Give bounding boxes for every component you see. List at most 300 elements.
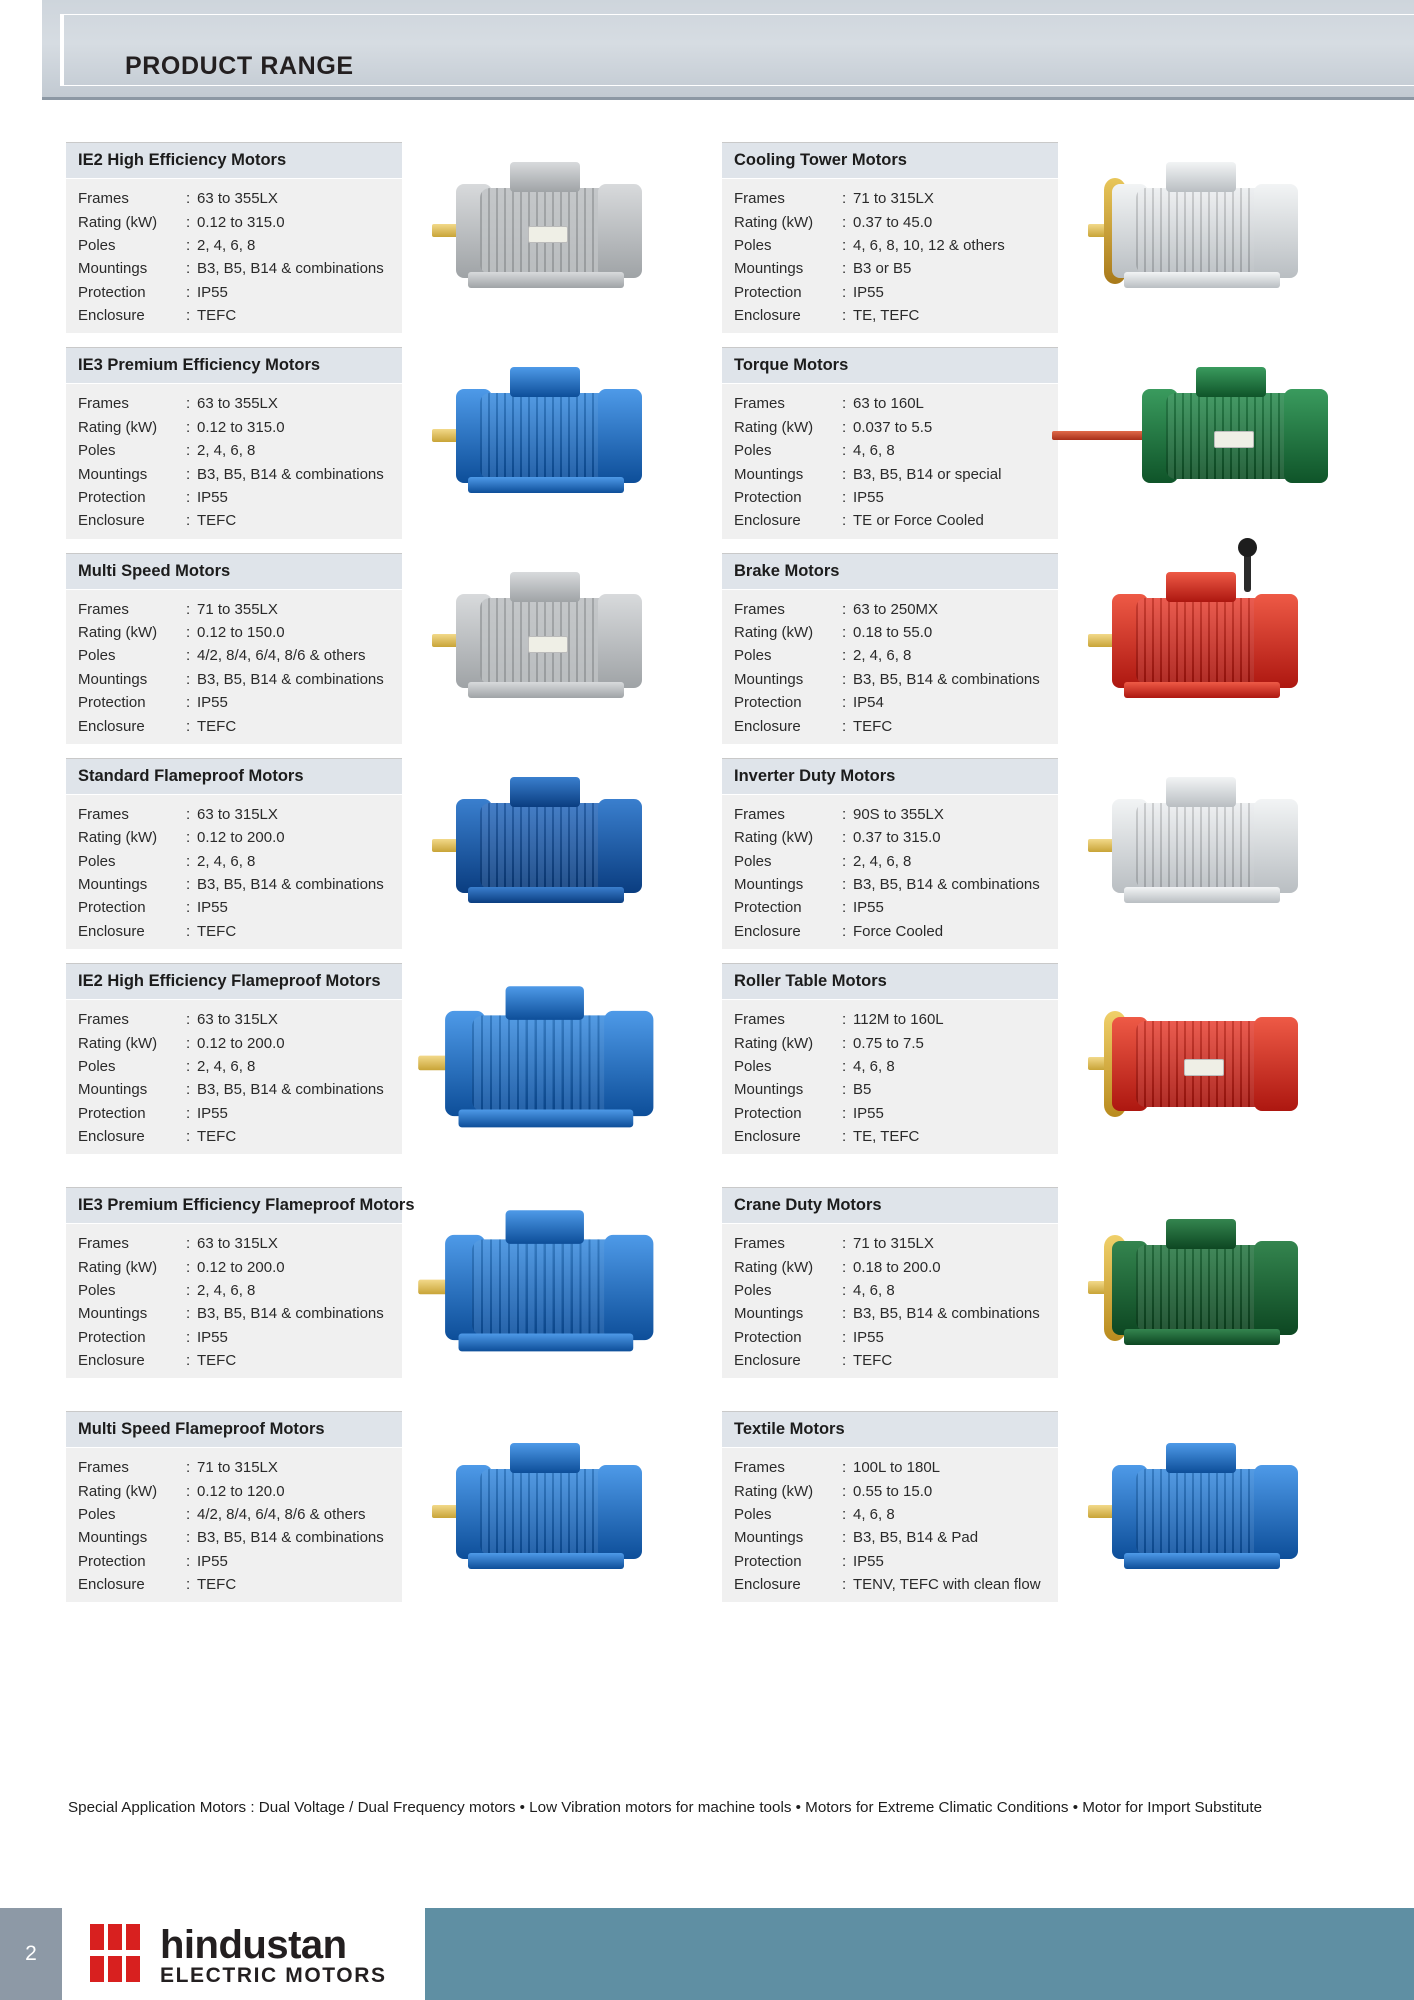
label-poles: Poles [78, 236, 116, 254]
label-enclosure: Enclosure [734, 1128, 801, 1146]
value-frames: 71 to 315LX [197, 1459, 278, 1477]
label-rating: Rating (kW) [78, 418, 158, 436]
value-enclosure: TE or Force Cooled [853, 512, 984, 530]
colon: : [842, 1281, 847, 1299]
label-enclosure: Enclosure [734, 1352, 801, 1370]
value-enclosure: TEFC [197, 307, 237, 325]
value-rating: 0.75 to 7.5 [853, 1034, 924, 1052]
label-poles: Poles [78, 442, 116, 460]
product-spec-block [66, 963, 402, 1154]
colon: : [186, 512, 191, 530]
colon: : [186, 717, 191, 735]
colon: : [186, 260, 191, 278]
label-enclosure: Enclosure [734, 307, 801, 325]
value-protection: IP55 [853, 1552, 884, 1570]
label-frames: Frames [78, 190, 129, 208]
label-enclosure: Enclosure [734, 922, 801, 940]
product-image-blue-flameproof-motor [402, 963, 692, 1173]
colon: : [186, 852, 191, 870]
value-frames: 63 to 355LX [197, 190, 278, 208]
value-frames: 63 to 355LX [197, 395, 278, 413]
colon: : [842, 1552, 847, 1570]
label-protection: Protection [734, 1104, 802, 1122]
value-protection: IP55 [853, 488, 884, 506]
product-title: Multi Speed Flameproof Motors [66, 1412, 402, 1448]
label-frames: Frames [734, 395, 785, 413]
product-range-grid [66, 142, 1349, 1635]
page-title: PRODUCT RANGE [125, 52, 354, 80]
product-spec-block [722, 963, 1058, 1154]
label-rating: Rating (kW) [734, 418, 814, 436]
value-frames: 63 to 315LX [197, 1235, 278, 1253]
colon: : [842, 1057, 847, 1075]
value-mountings: B3, B5, B14 or special [853, 465, 1002, 483]
label-poles: Poles [78, 852, 116, 870]
colon: : [842, 694, 847, 712]
colon: : [186, 899, 191, 917]
label-frames: Frames [734, 1459, 785, 1477]
value-rating: 0.37 to 315.0 [853, 829, 941, 847]
product-row [66, 347, 1349, 538]
label-enclosure: Enclosure [734, 512, 801, 530]
label-mountings: Mountings [78, 1529, 148, 1547]
colon: : [186, 1482, 191, 1500]
label-rating: Rating (kW) [734, 1258, 814, 1276]
label-mountings: Mountings [78, 465, 148, 483]
page-header [0, 0, 1414, 100]
label-mountings: Mountings [734, 876, 804, 894]
product-title: Inverter Duty Motors [722, 759, 1058, 795]
value-mountings: B3, B5, B14 & combinations [197, 1305, 384, 1323]
product-spec-block [722, 1411, 1058, 1602]
colon: : [842, 418, 847, 436]
product-title: IE3 Premium Efficiency Flameproof Motors [66, 1188, 402, 1224]
product-image-blue-motor-foot-mounted [402, 347, 692, 532]
value-poles: 2, 4, 6, 8 [197, 1057, 256, 1075]
label-poles: Poles [734, 852, 772, 870]
product-card-standard-flameproof-motors [66, 758, 692, 949]
colon: : [186, 694, 191, 712]
value-mountings: B3, B5, B14 & combinations [197, 260, 384, 278]
value-rating: 0.12 to 200.0 [197, 829, 285, 847]
value-poles: 4/2, 8/4, 6/4, 8/6 & others [197, 647, 366, 665]
value-frames: 100L to 180L [853, 1459, 941, 1477]
colon: : [842, 512, 847, 530]
colon: : [842, 1034, 847, 1052]
label-rating: Rating (kW) [78, 829, 158, 847]
colon: : [842, 190, 847, 208]
product-image-silver-motor-gold-flange [1058, 142, 1348, 327]
label-poles: Poles [78, 1505, 116, 1523]
product-spec-block [722, 142, 1058, 333]
label-protection: Protection [734, 899, 802, 917]
label-mountings: Mountings [734, 1305, 804, 1323]
colon: : [842, 1235, 847, 1253]
hindustan-logo-mark-icon [90, 1924, 152, 1986]
colon: : [186, 213, 191, 231]
value-frames: 63 to 315LX [197, 805, 278, 823]
label-frames: Frames [78, 1459, 129, 1477]
product-image-white-motor-force-cooled [1058, 758, 1348, 943]
value-enclosure: TEFC [197, 922, 237, 940]
label-protection: Protection [734, 283, 802, 301]
value-mountings: B3, B5, B14 & Pad [853, 1529, 979, 1547]
colon: : [186, 1576, 191, 1594]
colon: : [186, 1057, 191, 1075]
value-frames: 112M to 160L [853, 1011, 944, 1029]
colon: : [186, 829, 191, 847]
colon: : [842, 260, 847, 278]
label-poles: Poles [78, 647, 116, 665]
value-mountings: B3, B5, B14 & combinations [853, 876, 1040, 894]
colon: : [186, 1529, 191, 1547]
logo-wordmark [160, 1922, 387, 1987]
product-image-red-roller-table-motor [1058, 963, 1348, 1173]
value-enclosure: TEFC [197, 717, 237, 735]
colon: : [186, 1258, 191, 1276]
colon: : [186, 190, 191, 208]
value-frames: 90S to 355LX [853, 805, 944, 823]
label-protection: Protection [734, 1552, 802, 1570]
colon: : [186, 1104, 191, 1122]
label-protection: Protection [78, 1552, 146, 1570]
logo-line-2: ELECTRIC MOTORS [160, 1963, 387, 1987]
colon: : [186, 465, 191, 483]
page-number: 2 [0, 1908, 62, 2000]
product-card-inverter-duty-motors [722, 758, 1348, 949]
label-protection: Protection [78, 1104, 146, 1122]
product-title: IE2 High Efficiency Flameproof Motors [66, 964, 402, 1000]
value-enclosure: TEFC [197, 512, 237, 530]
header-left-margin [0, 0, 42, 100]
value-frames: 63 to 160L [853, 395, 924, 413]
label-frames: Frames [734, 190, 785, 208]
colon: : [842, 465, 847, 483]
colon: : [186, 876, 191, 894]
label-frames: Frames [734, 600, 785, 618]
product-image-green-crane-duty-motor [1058, 1187, 1348, 1397]
value-poles: 4/2, 8/4, 6/4, 8/6 & others [197, 1505, 366, 1523]
value-enclosure: TEFC [853, 717, 893, 735]
colon: : [186, 1081, 191, 1099]
product-spec-block [66, 347, 402, 538]
value-rating: 0.12 to 315.0 [197, 418, 285, 436]
product-spec-block [722, 347, 1058, 538]
colon: : [842, 922, 847, 940]
colon: : [842, 1352, 847, 1370]
product-spec-block [66, 758, 402, 949]
company-logo [90, 1924, 387, 1986]
value-rating: 0.12 to 200.0 [197, 1258, 285, 1276]
label-protection: Protection [734, 488, 802, 506]
product-row [66, 963, 1349, 1173]
value-frames: 63 to 250MX [853, 600, 939, 618]
product-row [66, 758, 1349, 949]
label-poles: Poles [78, 1057, 116, 1075]
colon: : [186, 236, 191, 254]
product-spec-block [722, 553, 1058, 744]
product-card-ie2-high-efficiency-motors [66, 142, 692, 333]
label-frames: Frames [734, 805, 785, 823]
colon: : [842, 717, 847, 735]
product-row [66, 1187, 1349, 1397]
colon: : [186, 805, 191, 823]
logo-line-1: hindustan [160, 1922, 347, 1967]
label-frames: Frames [78, 600, 129, 618]
product-title: IE2 High Efficiency Motors [66, 143, 402, 179]
colon: : [842, 283, 847, 301]
value-mountings: B3, B5, B14 & combinations [197, 1529, 384, 1547]
label-enclosure: Enclosure [78, 307, 145, 325]
colon: : [842, 852, 847, 870]
value-enclosure: TE, TEFC [853, 307, 920, 325]
product-image-green-motor-long-shaft [1058, 347, 1348, 532]
value-protection: IP55 [197, 488, 228, 506]
label-rating: Rating (kW) [78, 1482, 158, 1500]
value-mountings: B3 or B5 [853, 260, 912, 278]
label-mountings: Mountings [78, 1305, 148, 1323]
colon: : [186, 418, 191, 436]
value-protection: IP55 [197, 1552, 228, 1570]
value-rating: 0.12 to 315.0 [197, 213, 285, 231]
value-rating: 0.12 to 150.0 [197, 624, 285, 642]
value-protection: IP55 [197, 899, 228, 917]
colon: : [186, 283, 191, 301]
colon: : [842, 1081, 847, 1099]
colon: : [186, 1235, 191, 1253]
colon: : [842, 624, 847, 642]
value-poles: 4, 6, 8 [853, 442, 895, 460]
label-rating: Rating (kW) [78, 624, 158, 642]
label-rating: Rating (kW) [734, 1034, 814, 1052]
label-poles: Poles [734, 1057, 772, 1075]
label-mountings: Mountings [78, 1081, 148, 1099]
product-card-brake-motors [722, 553, 1348, 744]
label-enclosure: Enclosure [78, 1576, 145, 1594]
colon: : [186, 1459, 191, 1477]
product-spec-block [66, 1187, 415, 1378]
colon: : [186, 1281, 191, 1299]
colon: : [186, 1034, 191, 1052]
label-enclosure: Enclosure [78, 717, 145, 735]
colon: : [842, 395, 847, 413]
label-frames: Frames [734, 1011, 785, 1029]
colon: : [842, 1258, 847, 1276]
colon: : [186, 307, 191, 325]
value-protection: IP54 [853, 694, 884, 712]
colon: : [186, 1011, 191, 1029]
value-mountings: B3, B5, B14 & combinations [853, 1305, 1040, 1323]
label-rating: Rating (kW) [734, 213, 814, 231]
colon: : [186, 1505, 191, 1523]
label-rating: Rating (kW) [78, 213, 158, 231]
value-rating: 0.37 to 45.0 [853, 213, 933, 231]
colon: : [842, 647, 847, 665]
value-mountings: B3, B5, B14 & combinations [197, 670, 384, 688]
product-card-cooling-tower-motors [722, 142, 1348, 333]
label-protection: Protection [78, 899, 146, 917]
colon: : [842, 1305, 847, 1323]
label-enclosure: Enclosure [78, 1128, 145, 1146]
value-protection: IP55 [853, 283, 884, 301]
product-card-multi-speed-motors [66, 553, 692, 744]
value-enclosure: TEFC [197, 1128, 237, 1146]
label-mountings: Mountings [78, 670, 148, 688]
colon: : [842, 488, 847, 506]
colon: : [186, 442, 191, 460]
value-poles: 2, 4, 6, 8 [853, 852, 912, 870]
colon: : [842, 1328, 847, 1346]
colon: : [842, 1529, 847, 1547]
label-rating: Rating (kW) [734, 829, 814, 847]
product-card-ie2-high-efficiency-flameproof-motors [66, 963, 692, 1173]
product-card-ie3-premium-efficiency-motors [66, 347, 692, 538]
label-frames: Frames [78, 1011, 129, 1029]
label-poles: Poles [734, 647, 772, 665]
label-enclosure: Enclosure [78, 1352, 145, 1370]
value-enclosure: TEFC [197, 1352, 237, 1370]
product-card-textile-motors [722, 1411, 1348, 1621]
label-rating: Rating (kW) [734, 624, 814, 642]
value-rating: 0.18 to 200.0 [853, 1258, 941, 1276]
value-poles: 4, 6, 8 [853, 1505, 895, 1523]
colon: : [186, 1328, 191, 1346]
colon: : [186, 1552, 191, 1570]
value-mountings: B3, B5, B14 & combinations [197, 465, 384, 483]
value-rating: 0.12 to 200.0 [197, 1034, 285, 1052]
value-rating: 0.12 to 120.0 [197, 1482, 285, 1500]
value-poles: 2, 4, 6, 8 [197, 442, 256, 460]
product-spec-block [722, 758, 1058, 949]
product-image-grey-motor-foot-mounted [402, 142, 692, 327]
colon: : [842, 1459, 847, 1477]
label-protection: Protection [78, 488, 146, 506]
product-title: Multi Speed Motors [66, 554, 402, 590]
colon: : [842, 899, 847, 917]
label-mountings: Mountings [734, 1529, 804, 1547]
value-rating: 0.037 to 5.5 [853, 418, 933, 436]
colon: : [186, 600, 191, 618]
colon: : [842, 1576, 847, 1594]
value-frames: 71 to 315LX [853, 190, 934, 208]
label-poles: Poles [734, 1505, 772, 1523]
colon: : [186, 624, 191, 642]
value-enclosure: TE, TEFC [853, 1128, 920, 1146]
product-card-crane-duty-motors [722, 1187, 1348, 1397]
colon: : [842, 1482, 847, 1500]
label-protection: Protection [78, 1328, 146, 1346]
product-image-grey-motor-foot-mounted [402, 553, 692, 738]
value-protection: IP55 [853, 1328, 884, 1346]
label-protection: Protection [734, 1328, 802, 1346]
product-spec-block [66, 553, 402, 744]
label-poles: Poles [734, 1281, 772, 1299]
product-title: Torque Motors [722, 348, 1058, 384]
colon: : [186, 1352, 191, 1370]
value-rating: 0.55 to 15.0 [853, 1482, 933, 1500]
colon: : [842, 876, 847, 894]
product-card-roller-table-motors [722, 963, 1348, 1173]
product-row [66, 142, 1349, 333]
value-enclosure: TENV, TEFC with clean flow [853, 1576, 1041, 1594]
value-enclosure: Force Cooled [853, 922, 944, 940]
product-title: Textile Motors [722, 1412, 1058, 1448]
product-title: Roller Table Motors [722, 964, 1058, 1000]
value-frames: 71 to 355LX [197, 600, 278, 618]
label-mountings: Mountings [78, 876, 148, 894]
product-image-blue-flameproof-motor [402, 1411, 692, 1621]
colon: : [186, 488, 191, 506]
label-rating: Rating (kW) [734, 1482, 814, 1500]
product-title: Crane Duty Motors [722, 1188, 1058, 1224]
product-title: IE3 Premium Efficiency Motors [66, 348, 402, 384]
value-protection: IP55 [197, 1328, 228, 1346]
colon: : [842, 213, 847, 231]
value-enclosure: TEFC [853, 1352, 893, 1370]
label-protection: Protection [734, 694, 802, 712]
product-title: Standard Flameproof Motors [66, 759, 402, 795]
label-mountings: Mountings [78, 260, 148, 278]
label-mountings: Mountings [734, 670, 804, 688]
product-row [66, 553, 1349, 744]
product-card-torque-motors [722, 347, 1348, 538]
label-enclosure: Enclosure [734, 717, 801, 735]
colon: : [842, 442, 847, 460]
label-frames: Frames [78, 395, 129, 413]
product-title: Cooling Tower Motors [722, 143, 1058, 179]
colon: : [842, 1011, 847, 1029]
label-rating: Rating (kW) [78, 1034, 158, 1052]
footer-teal-band [425, 1908, 1414, 2000]
special-application-note: Special Application Motors : Dual Voltage / Dual Frequency motors • Low Vibration motors for machine tools • Motors for Extreme Climatic Conditions • Motor for Import Substitute [68, 1799, 1263, 1816]
label-frames: Frames [734, 1235, 785, 1253]
colon: : [842, 829, 847, 847]
product-title: Brake Motors [722, 554, 1058, 590]
label-mountings: Mountings [734, 260, 804, 278]
label-frames: Frames [78, 805, 129, 823]
value-poles: 4, 6, 8 [853, 1281, 895, 1299]
colon: : [842, 1104, 847, 1122]
value-poles: 4, 6, 8 [853, 1057, 895, 1075]
value-frames: 63 to 315LX [197, 1011, 278, 1029]
value-protection: IP55 [197, 694, 228, 712]
colon: : [842, 670, 847, 688]
colon: : [842, 600, 847, 618]
product-card-multi-speed-flameproof-motors [66, 1411, 692, 1621]
product-image-blue-textile-motor [1058, 1411, 1348, 1621]
colon: : [842, 1505, 847, 1523]
page-footer [0, 1888, 1414, 2000]
product-row [66, 1411, 1349, 1621]
colon: : [186, 395, 191, 413]
colon: : [842, 236, 847, 254]
colon: : [842, 1128, 847, 1146]
value-poles: 2, 4, 6, 8 [197, 1281, 256, 1299]
product-spec-block [66, 142, 402, 333]
value-mountings: B3, B5, B14 & combinations [197, 1081, 384, 1099]
value-protection: IP55 [853, 1104, 884, 1122]
value-mountings: B3, B5, B14 & combinations [853, 670, 1040, 688]
value-frames: 71 to 315LX [853, 1235, 934, 1253]
product-image-blue-flameproof-motor [402, 1187, 692, 1397]
colon: : [842, 307, 847, 325]
label-rating: Rating (kW) [78, 1258, 158, 1276]
value-poles: 2, 4, 6, 8 [197, 236, 256, 254]
value-poles: 2, 4, 6, 8 [853, 647, 912, 665]
product-card-ie3-premium-efficiency-flameproof-motors [66, 1187, 692, 1397]
value-rating: 0.18 to 55.0 [853, 624, 933, 642]
value-mountings: B5 [853, 1081, 872, 1099]
